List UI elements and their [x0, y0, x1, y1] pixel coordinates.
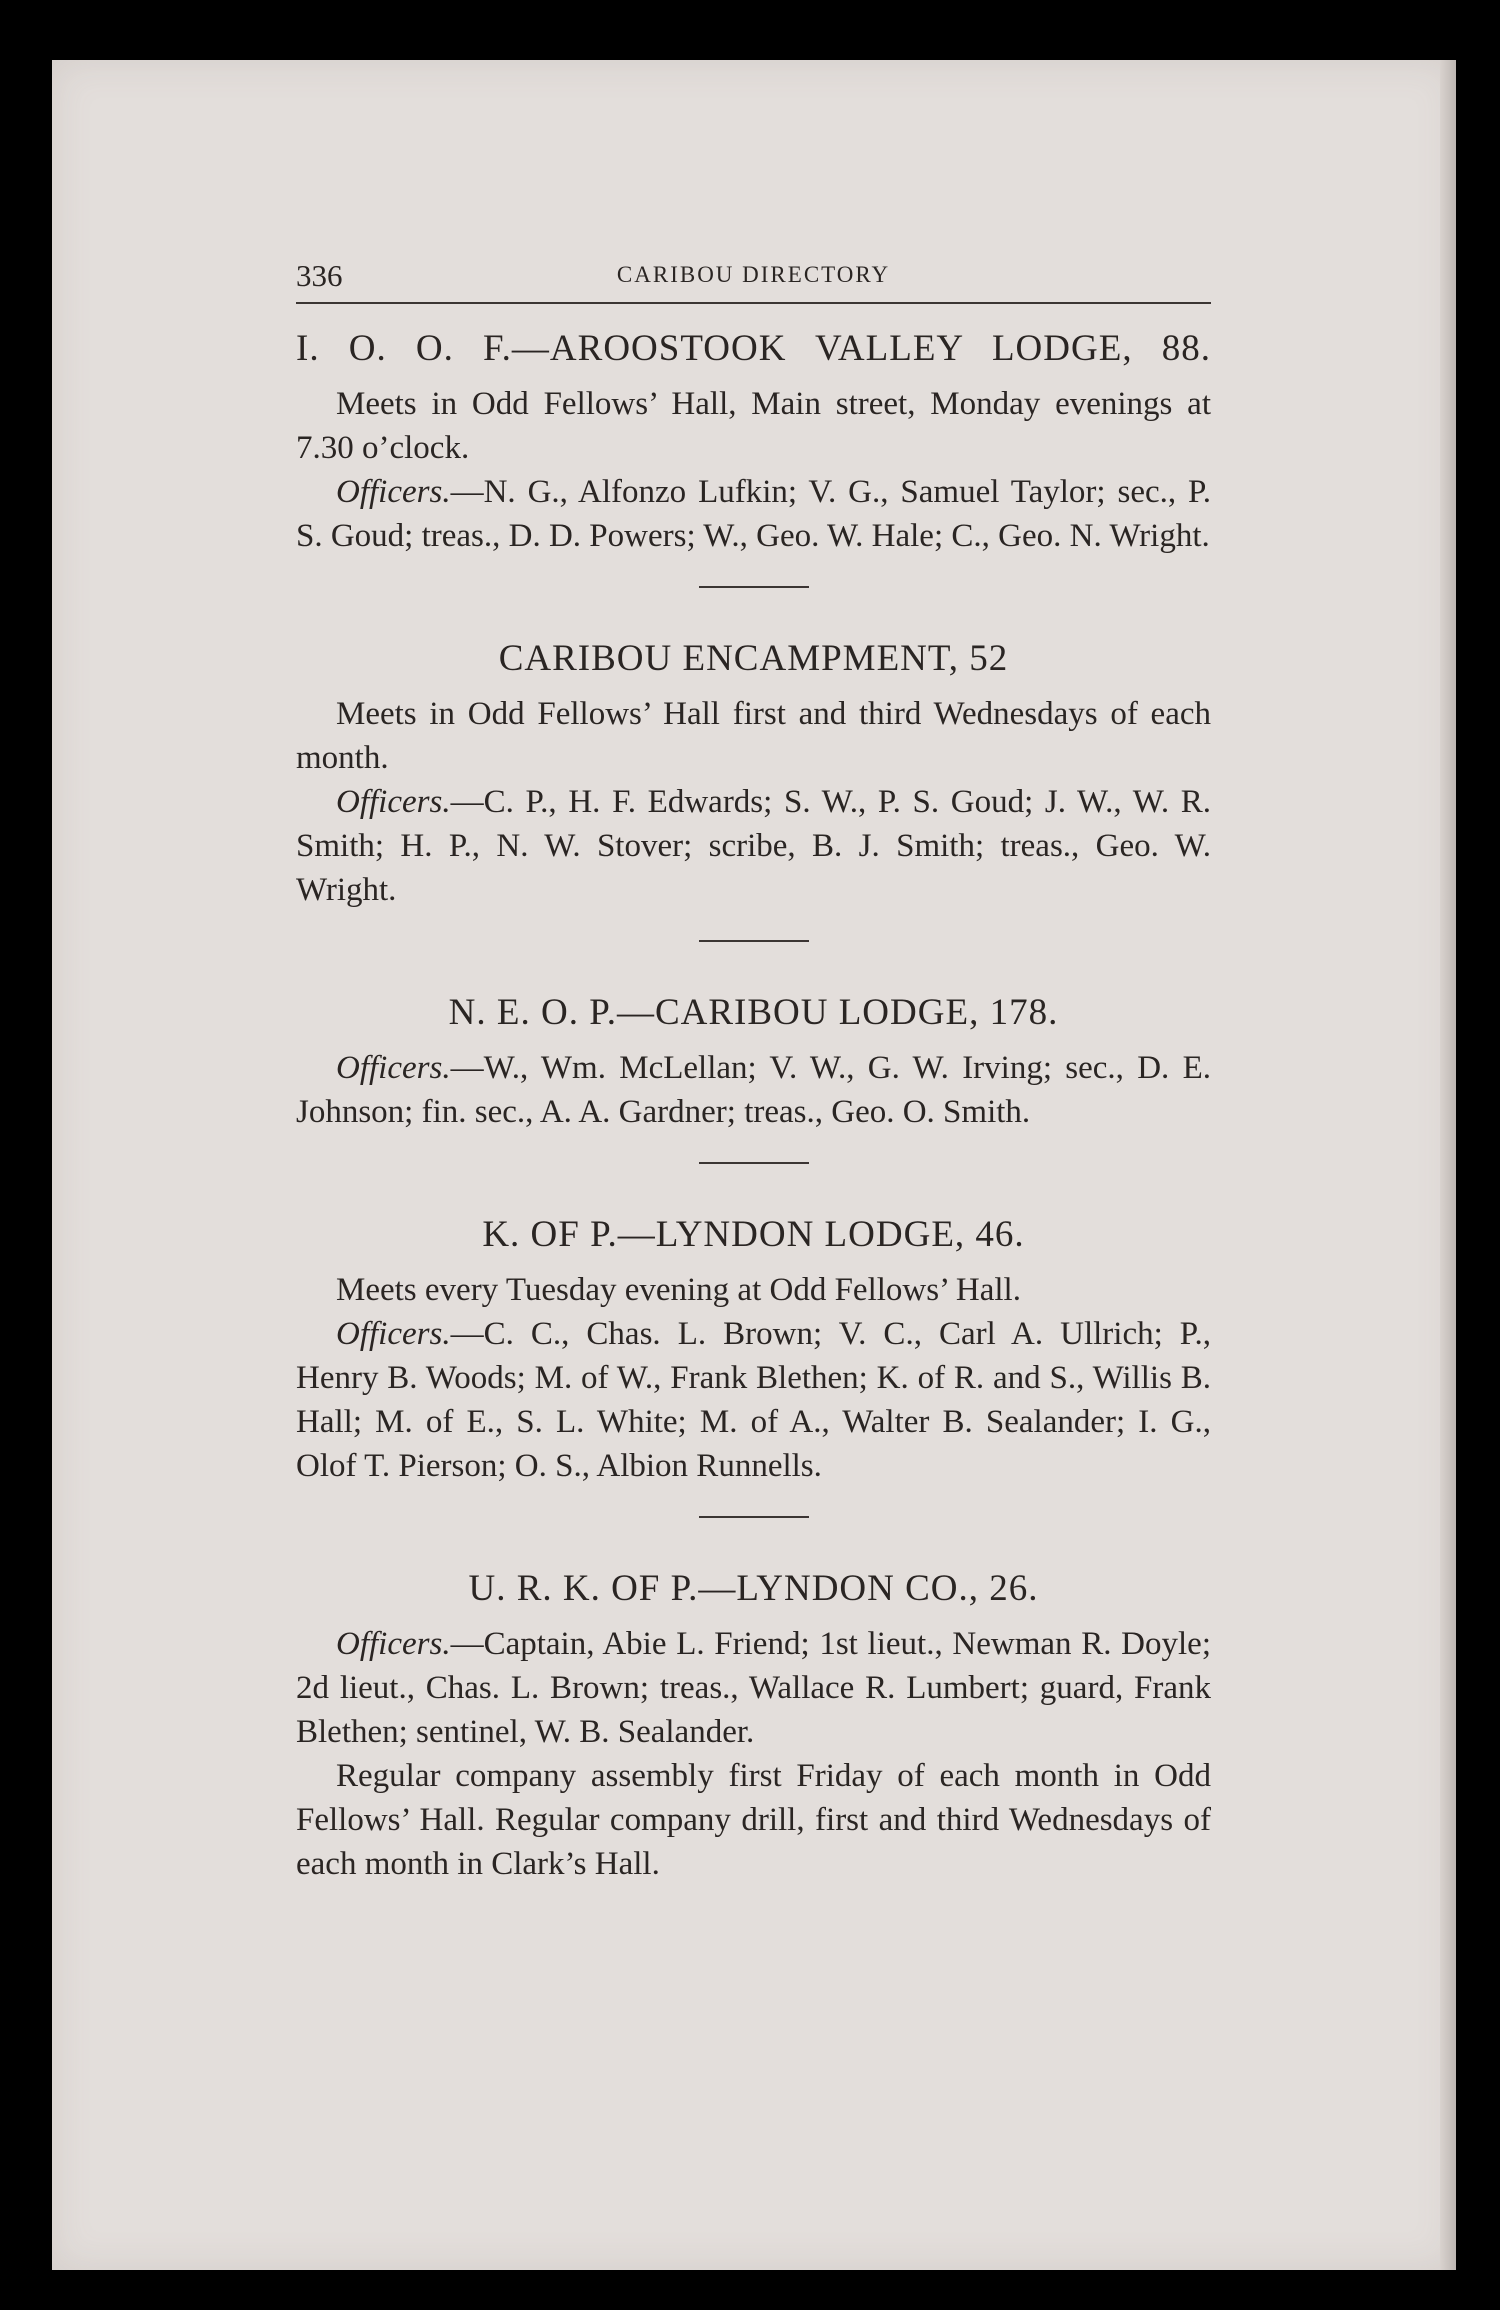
meeting-info: Meets in Odd Fellows’ Hall first and third Wednesdays of each month.: [296, 696, 1211, 776]
section-neop: [296, 990, 1211, 1134]
officers-label: Officers.: [336, 474, 451, 510]
section-heading: K. OF P.—LYNDON LODGE, 46.: [482, 1214, 1025, 1255]
section-divider: [699, 1162, 809, 1164]
section-kofp: [296, 1212, 1211, 1488]
page-number: 336: [296, 258, 343, 293]
section-divider: [699, 586, 809, 588]
officers-list: —W., Wm. McLellan; V. W., G. W. Irving; sec., D. E. Johnson; fin. sec., A. A. Gardner; treas., Geo. O. Smith.: [296, 1050, 1211, 1130]
officers-label: Officers.: [336, 1626, 451, 1662]
officers-paragraph: [296, 1622, 1211, 1754]
meeting-info: Meets every Tuesday evening at Odd Fellows’ Hall.: [336, 1272, 1021, 1308]
section-heading: I. O. O. F.—AROOSTOOK VALLEY LODGE, 88.: [296, 328, 1211, 369]
officers-list: —C. C., Chas. L. Brown; V. C., Carl A. Ullrich; P., Henry B. Woods; M. of W., Frank Blethen; K. of R. and S., Willis B. Hall; M. of E., S. L. White; M. of A., Walter B. Sealander; I. G., Olof T. Pierson; O. S., Albion Runnells.: [296, 1316, 1211, 1484]
officers-list: —Captain, Abie L. Friend; 1st lieut., Newman R. Doyle; 2d lieut., Chas. L. Brown; treas., Wallace R. Lumbert; guard, Frank Blethen; sentinel, W. B. Sealander.: [296, 1626, 1211, 1750]
officers-label: Officers.: [336, 1050, 451, 1086]
officers-paragraph: [296, 780, 1211, 912]
page-content: [296, 258, 1211, 1886]
officers-paragraph: [296, 470, 1211, 558]
running-head: [296, 258, 1211, 304]
officers-list: —N. G., Alfonzo Lufkin; V. G., Samuel Taylor; sec., P. S. Goud; treas., D. D. Powers; W., Geo. W. Hale; C., Geo. N. Wright.: [296, 474, 1211, 554]
section-divider: [699, 940, 809, 942]
section-urkp: [296, 1566, 1211, 1886]
section-divider: [699, 1516, 809, 1518]
meeting-info: Meets in Odd Fellows’ Hall, Main street, Monday evenings at 7.30 o’clock.: [296, 386, 1211, 466]
section-heading: N. E. O. P.—CARIBOU LODGE, 178.: [448, 992, 1059, 1033]
section-encampment: [296, 636, 1211, 912]
officers-paragraph: [296, 1312, 1211, 1488]
officers-paragraph: [296, 1046, 1211, 1134]
assembly-note: Regular company assembly first Friday of each month in Odd Fellows’ Hall. Regular company drill, first and third Wednesdays of each month in Clark’s Hall.: [296, 1758, 1211, 1882]
page-edge: [1440, 60, 1456, 2270]
section-heading: CARIBOU ENCAMPMENT, 52: [498, 638, 1009, 679]
officers-list: —C. P., H. F. Edwards; S. W., P. S. Goud; J. W., W. R. Smith; H. P., N. W. Stover; scribe, B. J. Smith; treas., Geo. W. Wright.: [296, 784, 1211, 908]
officers-label: Officers.: [336, 1316, 451, 1352]
section-ioof: [296, 326, 1211, 558]
section-heading: U. R. K. OF P.—LYNDON CO., 26.: [468, 1568, 1039, 1609]
running-title: CARIBOU DIRECTORY: [616, 262, 891, 287]
officers-label: Officers.: [336, 784, 451, 820]
